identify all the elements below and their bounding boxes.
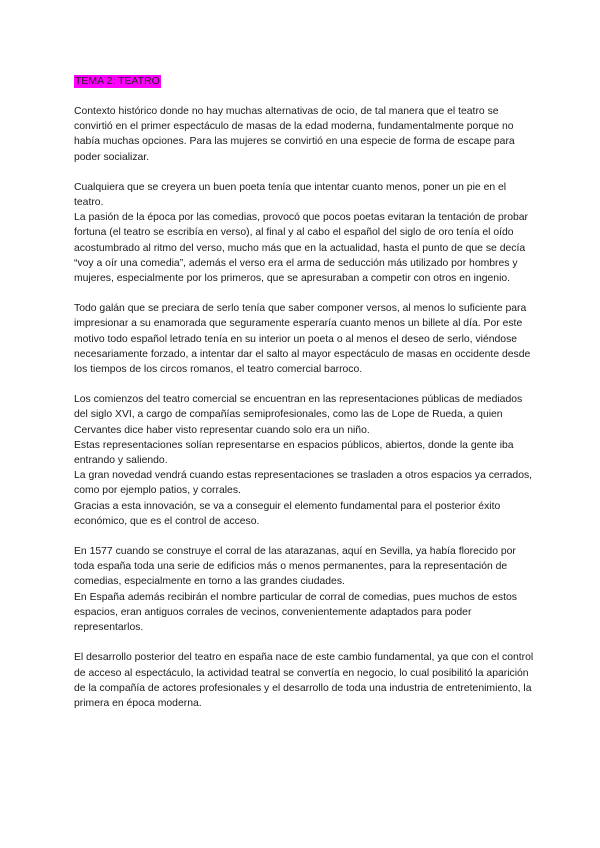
paragraph-text: Todo galán que se preciara de serlo tenía que saber componer versos, al menos lo suficiente para impresionar a su enamorada que seguramente esperaría cuanto menos un billete al día. Por este motivo todo español letrado tenía en su interior un poeta o al menos el deseo de serlo, viéndose necesariamente forzado, a intentar dar el salto al mayor espectáculo de masas en occidente desde los tiempos de los circos romanos, el teatro comercial barroco.	[74, 303, 531, 376]
paragraph-1	[74, 104, 534, 165]
paragraph-text: Estas representaciones solían representarse en espacios públicos, abiertos, donde la gente iba entrando y saliendo.	[74, 439, 514, 467]
paragraph-text: El desarrollo posterior del teatro en españa nace de este cambio fundamental, ya que con el control de acceso al espectáculo, la actividad teatral se convertía en negocio, lo cual posibilitó la aparición de la compañía de actores profesionales y el desarrollo de toda una industria de entretenimiento, la primera en época moderna.	[74, 652, 534, 709]
paragraph-5	[74, 544, 534, 635]
paragraph-text: La pasión de la época por las comedias, provocó que pocos poetas evitaran la tentación de probar fortuna (el teatro se escribía en verso), al final y al cabo el español del siglo de oro tenía el oído acostumbrado al ritmo del verso, mucho más que en la actualidad, hasta el punto de que se decía “voy a oír una comedia”, además el verso era el arma de seducción más utilizado por hombres y mujeres, especialmente por los primeros, que se apresuraban a competir con otros en ingenio.	[74, 212, 529, 285]
paragraph-4	[74, 392, 534, 529]
paragraph-6	[74, 650, 534, 711]
document-body	[74, 71, 534, 726]
paragraph-2	[74, 180, 534, 286]
paragraph-text: Los comienzos del teatro comercial se encuentran en las representaciones públicas de mediados del siglo XVI, a cargo de compañías semiprofesionales, como las de Lope de Rueda, a quien Cervantes dice haber visto representar cuando solo era un niño.	[74, 394, 523, 436]
paragraph-text: Contexto histórico donde no hay muchas alternativas de ocio, de tal manera que el teatro se convirtió en el primer espectáculo de masas de la edad moderna, fundamentalmente porque no había muchas opciones. Para las mujeres se convirtió en una especie de forma de escape para poder socializar.	[74, 106, 515, 163]
paragraph-text: Cualquiera que se creyera un buen poeta tenía que intentar cuanto menos, poner un pie en el teatro.	[74, 181, 507, 209]
page-title: TEMA 2: TEATRO	[75, 75, 160, 87]
paragraph-text: Gracias a esta innovación, se va a conseguir el elemento fundamental para el posterior éxito económico, que es el control de acceso.	[74, 500, 501, 527]
paragraph-3	[74, 301, 534, 377]
paragraph-text: La gran novedad vendrá cuando estas representaciones se trasladen a otros espacios ya cerrados, como por ejemplo patios, y corrales.	[74, 470, 533, 497]
paragraph-text: En España además recibirán el nombre particular de corral de comedias, pues muchos de estos espacios, eran antiguos corrales de vecinos, convenientemente adaptados para poder representarlos.	[74, 591, 517, 634]
paragraph-text: En 1577 cuando se construye el corral de las atarazanas, aquí en Sevilla, ya había florecido por toda españa toda una serie de edificios más o menos permanentes, para la representación de comedias, especialmente en torno a las grandes ciudades.	[74, 546, 516, 588]
